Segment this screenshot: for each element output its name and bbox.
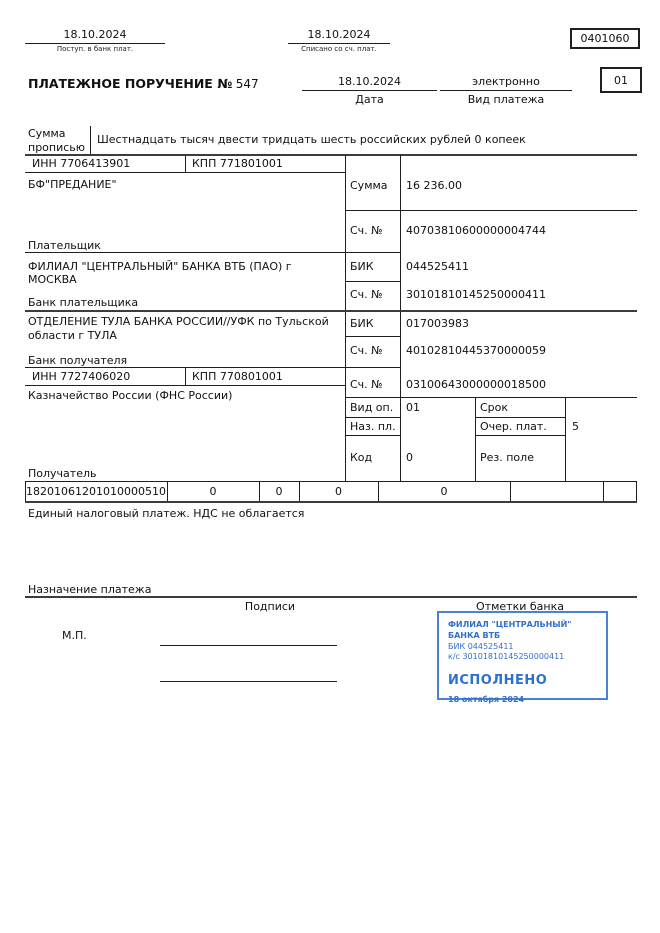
rule	[288, 43, 390, 44]
rule	[400, 155, 401, 482]
payer-bank-bik-label: БИК	[350, 260, 374, 273]
rule	[475, 397, 476, 482]
op-type-value: 01	[406, 401, 420, 414]
stamp-date: 18 октября 2024	[448, 694, 525, 704]
payee-bank-name: ОТДЕЛЕНИЕ ТУЛА БАНКА РОССИИ//УФК по Тульской области г ТУЛА	[28, 315, 329, 342]
res-field-label: Рез. поле	[480, 451, 534, 464]
rule	[25, 310, 637, 312]
payer-bank-name: ФИЛИАЛ "ЦЕНТРАЛЬНЫЙ" БАНКА ВТБ (ПАО) г МОСКВА	[28, 260, 292, 286]
signatures-label: Подписи	[244, 600, 296, 613]
signature-line	[160, 681, 337, 682]
signature-line	[160, 645, 337, 646]
debit-date-label: Списано со сч. плат.	[301, 45, 377, 53]
rule	[345, 210, 637, 211]
payee-name: Казначейство России (ФНС России)	[28, 389, 233, 402]
rule	[25, 367, 400, 368]
payee-kpp: КПП 770801001	[192, 370, 283, 383]
status-code: 01	[614, 73, 628, 87]
sum-label: Сумма	[350, 179, 388, 192]
document-title: ПЛАТЕЖНОЕ ПОРУЧЕНИЕ №	[28, 76, 233, 91]
payee-bank-account-label: Сч. №	[350, 344, 383, 357]
stamp-status: ИСПОЛНЕНО	[448, 673, 548, 689]
rule	[25, 481, 637, 482]
rule	[25, 172, 345, 173]
sum-value: 16 236.00	[406, 179, 462, 192]
payee-account-label: Сч. №	[350, 378, 383, 391]
payee-label: Получатель	[28, 467, 97, 480]
payer-bank-label: Банк плательщика	[28, 296, 139, 309]
priority-value: 5	[572, 420, 579, 433]
rule	[25, 501, 637, 503]
form-code: 0401060	[580, 32, 630, 45]
payer-account: 40703810600000004744	[406, 224, 546, 237]
payer-bank-account-label: Сч. №	[350, 288, 383, 301]
code-label: Код	[350, 451, 373, 464]
rule	[565, 397, 566, 482]
debit-date: 18.10.2024	[307, 28, 371, 41]
rule	[185, 368, 186, 385]
rule	[302, 90, 437, 91]
rule	[25, 154, 637, 156]
stamp-bik: БИК 044525411	[448, 641, 514, 651]
payment-kind: электронно	[472, 75, 540, 88]
document-date: 18.10.2024	[338, 75, 401, 88]
payment-purpose-label: Назначение платежа	[28, 583, 152, 596]
amount-in-words: Шестнадцать тысяч двести тридцать шесть российских рублей 0 копеек	[97, 133, 526, 146]
rule	[185, 156, 186, 173]
bank-receive-date: 18.10.2024	[63, 28, 127, 41]
payer-name: БФ"ПРЕДАНИЕ"	[28, 178, 117, 191]
payee-bank-account: 40102810445370000059	[406, 344, 546, 357]
bank-stamp	[437, 611, 608, 704]
term-label: Срок	[480, 401, 509, 414]
rule	[510, 481, 511, 502]
tax-field-docnum: 0	[440, 485, 448, 498]
amount-in-words-label: Сумма прописью	[28, 127, 86, 154]
code-value: 0	[406, 451, 413, 464]
rule	[345, 281, 400, 282]
rule	[440, 90, 572, 91]
payee-bank-label: Банк получателя	[28, 354, 128, 367]
tax-field-kbk: 18201061201010000510	[26, 485, 166, 498]
payer-inn: ИНН 7706413901	[32, 157, 131, 170]
tax-field-basis: 0	[275, 485, 283, 498]
bank-marks-label: Отметки банка	[476, 600, 564, 613]
payment-purpose-text: Единый налоговый платеж. НДС не облагается	[28, 507, 305, 520]
form-code-box	[570, 28, 640, 49]
rule	[345, 155, 346, 482]
rule	[25, 252, 400, 253]
document-title-row	[28, 76, 259, 91]
payer-bank-bik: 044525411	[406, 260, 469, 273]
payee-bank-bik-label: БИК	[350, 317, 374, 330]
rule	[345, 435, 400, 436]
rule	[25, 43, 165, 44]
rule	[603, 481, 604, 502]
stamp-corr-account: к/с 30101810145250000411	[448, 652, 565, 662]
rule	[345, 336, 400, 337]
payee-inn: ИНН 7727406020	[32, 370, 131, 383]
rule	[25, 596, 637, 598]
stamp-place-label: М.П.	[62, 629, 87, 642]
document-number: 547	[235, 77, 259, 91]
pay-purpose-label: Наз. пл.	[350, 420, 396, 433]
rule	[90, 126, 91, 155]
payer-label: Плательщик	[28, 239, 101, 252]
tax-field-period: 0	[335, 485, 342, 498]
rule	[636, 481, 637, 502]
payer-bank-account: 30101810145250000411	[406, 288, 546, 301]
op-type-label: Вид оп.	[350, 401, 394, 414]
rule	[475, 417, 565, 418]
rule	[345, 397, 637, 398]
payment-kind-label: Вид платежа	[467, 93, 545, 106]
stamp-bank-name: ФИЛИАЛ "ЦЕНТРАЛЬНЫЙ" БАНКА ВТБ	[448, 620, 572, 640]
document-date-label: Дата	[355, 93, 384, 106]
rule	[475, 435, 565, 436]
payee-account: 03100643000000018500	[406, 378, 546, 391]
rule	[25, 385, 345, 386]
payer-account-label: Сч. №	[350, 224, 383, 237]
rule	[345, 417, 400, 418]
payee-bank-bik: 017003983	[406, 317, 469, 330]
payer-kpp: КПП 771801001	[192, 157, 283, 170]
bank-receive-date-label: Поступ. в банк плат.	[56, 45, 134, 53]
priority-label: Очер. плат.	[480, 420, 547, 433]
status-code-box	[600, 67, 642, 93]
tax-field-oktmo: 0	[209, 485, 217, 498]
